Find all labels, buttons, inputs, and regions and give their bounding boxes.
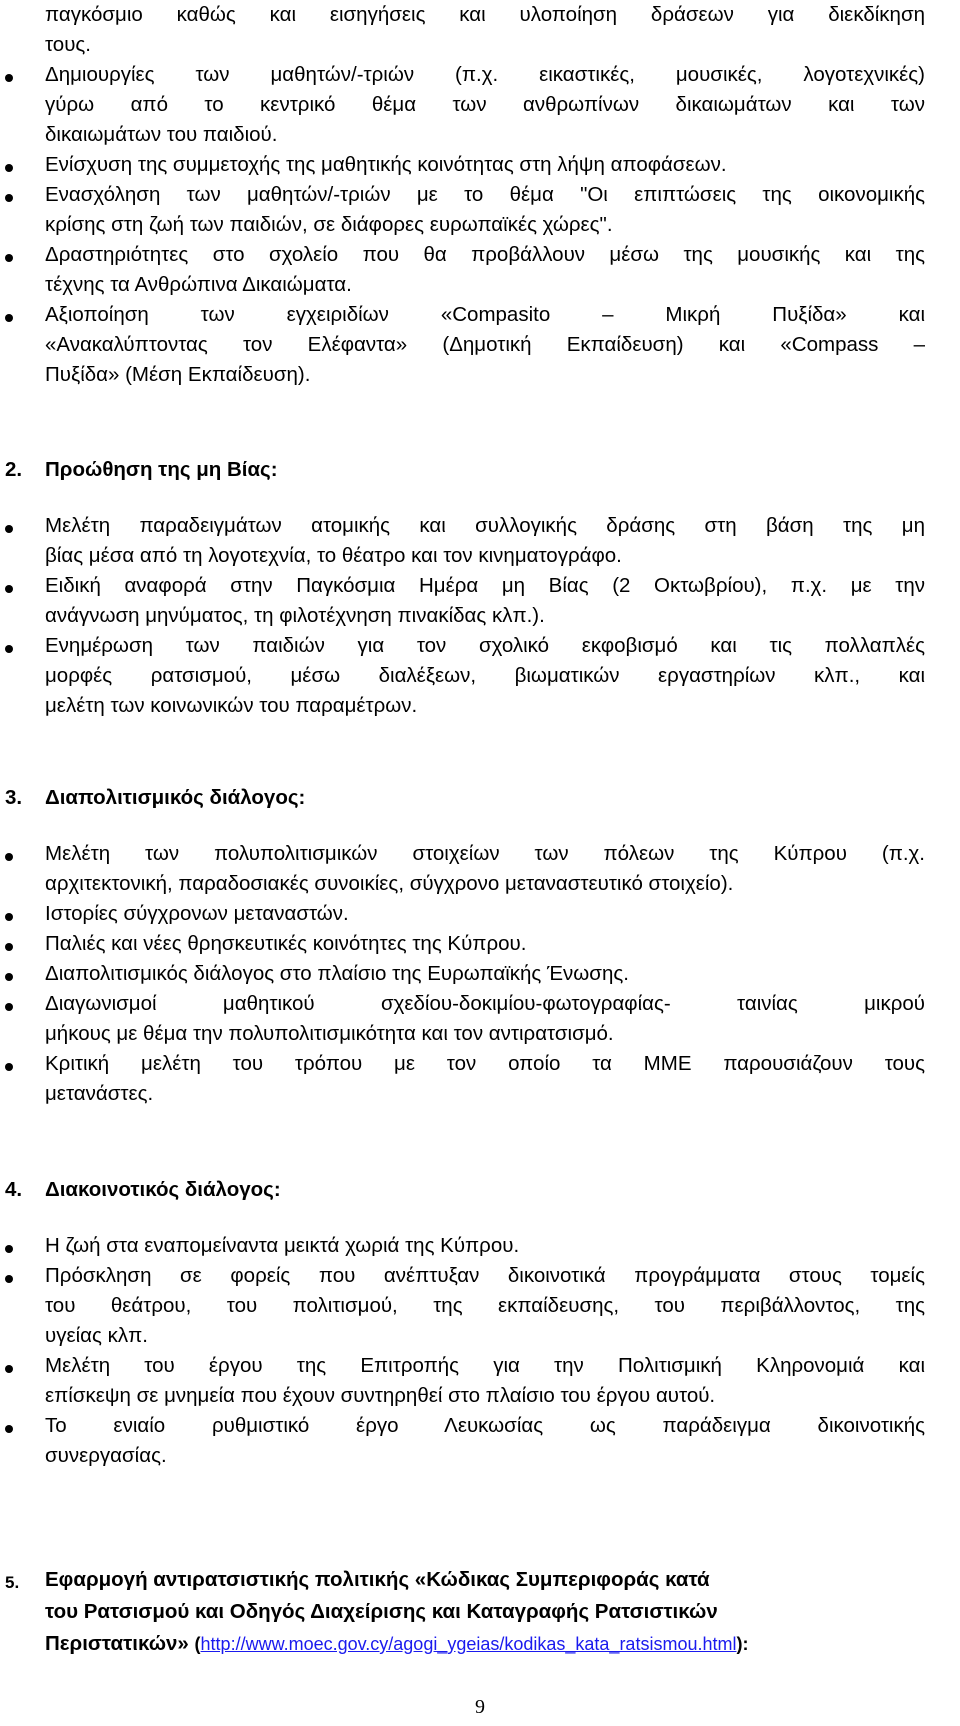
list-item-line: τέχνης τα Ανθρώπινα Δικαιώματα.: [45, 273, 352, 296]
list-item-line: συνεργασίας.: [45, 1444, 167, 1467]
section-heading-last-line: [45, 1629, 748, 1659]
list-item-line: Μελέτη παραδειγμάτων ατομικής και συλλογικής δράσης στη βάση της μη: [45, 514, 925, 537]
list-item-line: Διαπολιτισμικός διάλογος στο πλαίσιο της Ευρωπαϊκής Ένωσης.: [45, 962, 629, 985]
list-item-line: ανάγνωση μηνύματος, τη φιλοτέχνηση πινακίδας κλπ.).: [45, 604, 545, 627]
bullet-icon: [5, 585, 13, 593]
list-item-line: υγείας κλπ.: [45, 1324, 148, 1347]
list-item-line: Ενασχόληση των μαθητών/-τριών με το θέμα "Οι επιπτώσεις της οικονομικής: [45, 183, 925, 206]
list-item-line: γύρω από το κεντρικό θέμα των ανθρωπίνων δικαιωμάτων και των: [45, 93, 925, 116]
page-number: 9: [475, 1696, 485, 1718]
list-item-line: επίσκεψη σε μνημεία που έχουν συντηρηθεί στο πλαίσιο του έργου αυτού.: [45, 1384, 716, 1407]
list-item-line: του θεάτρου, του πολιτισμού, της εκπαίδευσης, του περιβάλλοντος, της: [45, 1294, 925, 1317]
bullet-icon: [5, 1275, 13, 1283]
intro-line: παγκόσμιο καθώς και εισηγήσεις και υλοποίηση δράσεων για διεκδίκηση: [45, 3, 925, 26]
list-item-line: αρχιτεκτονική, παραδοσιακές συνοικίες, σύγχρονο μεταναστευτικό στοιχείο).: [45, 872, 734, 895]
list-item-line: Κριτική μελέτη του τρόπου με τον οποίο τα ΜΜΕ παρουσιάζουν τους: [45, 1052, 925, 1075]
list-item-line: Η ζωή στα εναπομείναντα μεικτά χωριά της Κύπρου.: [45, 1234, 520, 1257]
bullet-icon: [5, 645, 13, 653]
bullet-icon: [5, 973, 13, 981]
list-item-line: Μελέτη του έργου της Επιτροπής για την Πολιτισμική Κληρονομιά και: [45, 1354, 925, 1377]
section-number: 5.: [5, 1573, 20, 1592]
link-open-paren: (: [194, 1634, 201, 1654]
bullet-icon: [5, 314, 13, 322]
bullet-icon: [5, 1003, 13, 1011]
bullet-icon: [5, 525, 13, 533]
bullet-icon: [5, 254, 13, 262]
list-item-line: κρίσης στη ζωή των παιδιών, σε διάφορες ευρωπαϊκές χώρες".: [45, 213, 613, 236]
intro-line: τους.: [45, 33, 91, 56]
bullet-icon: [5, 1245, 13, 1253]
list-item-line: Το ενιαίο ρυθμιστικό έργο Λευκωσίας ως παράδειγμα δικοινοτικής: [45, 1414, 925, 1437]
section-heading-line: Εφαρμογή αντιρατσιστικής πολιτικής «Κώδικας Συμπεριφοράς κατά: [45, 1568, 710, 1591]
list-item-line: Ιστορίες σύγχρονων μεταναστών.: [45, 902, 349, 925]
list-item-line: Πυξίδα» (Μέση Εκπαίδευση).: [45, 363, 311, 386]
section-heading-line: του Ρατσισμού και Οδηγός Διαχείρισης και Καταγραφής Ρατσιστικών: [45, 1600, 718, 1623]
list-item-line: Διαγωνισμοί μαθητικού σχεδίου-δοκιμίου-φωτογραφίας- ταινίας μικρού: [45, 992, 925, 1015]
bullet-icon: [5, 74, 13, 82]
list-item-line: Μελέτη των πολυπολιτισμικών στοιχείων των πόλεων της Κύπρου (π.χ.: [45, 842, 925, 865]
bullet-icon: [5, 913, 13, 921]
bullet-icon: [5, 943, 13, 951]
list-item-line: Δραστηριότητες στο σχολείο που θα προβάλλουν μέσω της μουσικής και της: [45, 243, 925, 266]
list-item-line: μορφές ρατσισμού, μέσω διαλέξεων, βιωματικών εργαστηρίων κλπ., και: [45, 664, 925, 687]
list-item-line: Αξιοποίηση των εγχειριδίων «Compasito – Μικρή Πυξίδα» και: [45, 303, 925, 326]
section-number: 3.: [5, 786, 23, 809]
list-item-line: δικαιωμάτων του παιδιού.: [45, 123, 278, 146]
bullet-icon: [5, 194, 13, 202]
section-heading: Διαπολιτισμικός διάλογος:: [45, 786, 306, 809]
list-item-line: μετανάστες.: [45, 1082, 154, 1105]
section-number: 4.: [5, 1178, 23, 1201]
list-item-line: Ενίσχυση της συμμετοχής της μαθητικής κοινότητας στη λήψη αποφάσεων.: [45, 153, 727, 176]
bullet-icon: [5, 1365, 13, 1373]
link-close-paren: ):: [736, 1634, 749, 1654]
list-item-line: Ειδική αναφορά στην Παγκόσμια Ημέρα μη Βίας (2 Οκτωβρίου), π.χ. με την: [45, 574, 925, 597]
section-heading: Προώθηση της μη Βίας:: [45, 458, 278, 481]
list-item-line: Ενημέρωση των παιδιών για τον σχολικό εκφοβισμό και τις πολλαπλές: [45, 634, 925, 657]
policy-link[interactable]: http://www.moec.gov.cy/agogi_ygeias/kodikas_kata_ratsismou.html: [200, 1634, 737, 1654]
section-heading-line: Περιστατικών»: [45, 1632, 189, 1655]
bullet-icon: [5, 164, 13, 172]
list-item-line: Παλιές και νέες θρησκευτικές κοινότητες της Κύπρου.: [45, 932, 527, 955]
bullet-icon: [5, 1063, 13, 1071]
list-item-line: μελέτη των κοινωνικών του παραμέτρων.: [45, 694, 418, 717]
list-item-line: μήκους με θέμα την πολυπολιτισμικότητα και τον αντιρατσισμό.: [45, 1022, 614, 1045]
list-item-line: Δημιουργίες των μαθητών/-τριών (π.χ. εικαστικές, μουσικές, λογοτεχνικές): [45, 63, 925, 86]
list-item-line: Πρόσκληση σε φορείς που ανέπτυξαν δικοινοτικά προγράμματα στους τομείς: [45, 1264, 925, 1287]
bullet-icon: [5, 1425, 13, 1433]
list-item-line: βίας μέσα από τη λογοτεχνία, το θέατρο και τον κινηματογράφο.: [45, 544, 622, 567]
list-item-line: «Ανακαλύπτοντας τον Ελέφαντα» (Δημοτική Εκπαίδευση) και «Compass –: [45, 333, 925, 356]
section-number: 2.: [5, 458, 23, 481]
section-heading: Διακοινοτικός διάλογος:: [45, 1178, 281, 1201]
bullet-icon: [5, 853, 13, 861]
